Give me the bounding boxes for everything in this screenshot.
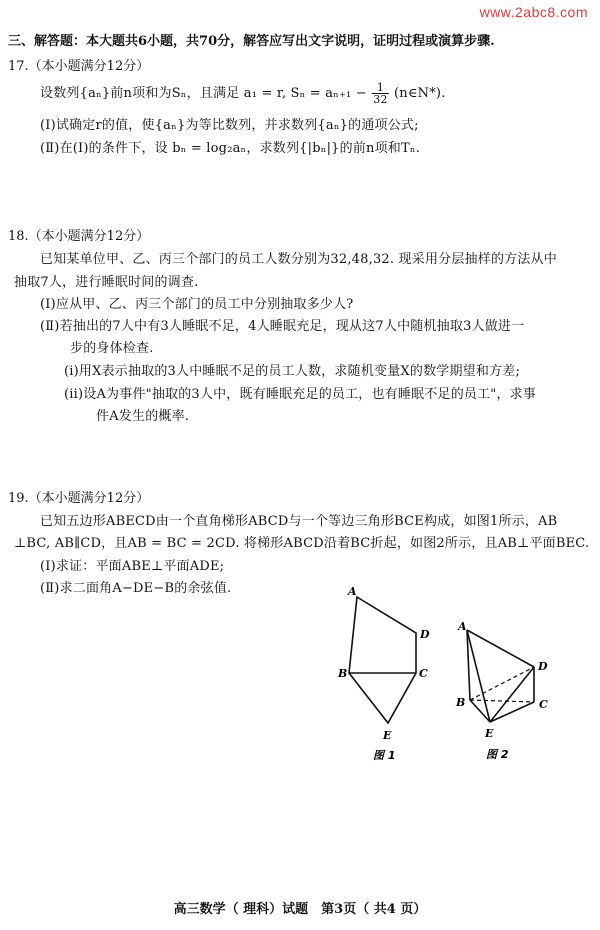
- q18-part-1: (Ⅰ)应从甲、乙、丙三个部门的员工中分别抽取多少人?: [40, 297, 354, 312]
- section-title: 三、解答题：本大题共6小题，共70分，解答应写出文字说明，证明过程或演算步骤.: [8, 34, 495, 49]
- q17-fraction-num: 1: [372, 82, 388, 94]
- q19-part-1: (Ⅰ)求证：平面ABE⊥平面ADE;: [40, 559, 225, 574]
- fig1-label-a: A: [348, 585, 357, 598]
- q17-part-1: (Ⅰ)试确定r的值，使{aₙ}为等比数列，并求数列{aₙ}的通项公式;: [40, 118, 419, 133]
- q19-part-2: (Ⅱ)求二面角A−DE−B的余弦值.: [40, 581, 232, 596]
- q19-line-2: ⊥BC, AB∥CD，且AB = BC = 2CD. 将梯形ABCD沿着BC折起，如图2所示，且AB⊥平面BEC.: [14, 536, 590, 551]
- fig1-pentagon: [349, 597, 416, 723]
- figure-2: [452, 612, 562, 764]
- fig1-label-d: D: [420, 628, 430, 641]
- fig2-label-d: D: [538, 660, 548, 673]
- q19-header: 19.（本小题满分12分）: [8, 491, 150, 506]
- q18-line-2: 抽取7人，进行睡眠时间的调查.: [14, 275, 199, 290]
- q17-header: 17.（本小题满分12分）: [8, 59, 150, 74]
- fig2-label-e: E: [485, 727, 494, 740]
- fig1-label-c: C: [419, 667, 428, 680]
- q18-line-1: 已知某单位甲、乙、丙三个部门的员工人数分别为32,48,32. 现采用分层抽样的方法从中: [40, 252, 557, 267]
- q18-sub-ii: (ii)设A为事件"抽取的3人中，既有睡眠充足的员工，也有睡眠不足的员工"，求事: [64, 387, 537, 402]
- fig2-label-a: A: [458, 620, 467, 633]
- fig2-ec: [490, 702, 534, 722]
- fig2-label-c: C: [539, 698, 548, 711]
- fig2-ed: [490, 667, 534, 722]
- q17-fraction-den: 32: [373, 93, 388, 106]
- page-footer: 高三数学（ 理科）试题 第3页（ 共4 页）: [173, 902, 427, 917]
- fig2-bc-dashed: [470, 700, 534, 702]
- q18-part-2-cont: 步的身体检查.: [70, 341, 154, 356]
- watermark-url: www.2abc8.com: [479, 4, 588, 20]
- fig1-label-b: B: [338, 667, 348, 680]
- fig2-caption: 图 2: [486, 748, 509, 761]
- q17-line-1-a: 设数列{aₙ}前n项和为Sₙ，且满足 a₁ = r, Sₙ = aₙ₊₁ −: [40, 86, 367, 101]
- q17-line-1: [40, 82, 446, 105]
- q18-sub-i: (i)用X表示抽取的3人中睡眠不足的员工人数，求随机变量X的数学期望和方差;: [64, 364, 521, 379]
- q17-fraction: [372, 82, 388, 105]
- q19-line-1: 已知五边形ABECD由一个直角梯形ABCD与一个等边三角形BCE构成，如图1所示，AB: [40, 514, 558, 529]
- fig1-label-e: E: [383, 729, 392, 742]
- fig1-caption: 图 1: [373, 749, 396, 762]
- q18-header: 18.（本小题满分12分）: [8, 229, 150, 244]
- fig2-label-b: B: [456, 696, 466, 709]
- q17-part-2: (Ⅱ)在(Ⅰ)的条件下，设 bₙ = log₂aₙ，求数列{|bₙ|}的前n项和Tₙ.: [40, 141, 421, 156]
- figure-1: [330, 585, 440, 765]
- q17-line-1-b: (n∈N*).: [393, 86, 446, 101]
- q18-sub-ii-cont: 件A发生的概率.: [96, 409, 190, 424]
- q18-part-2: (Ⅱ)若抽出的7人中有3人睡眠不足，4人睡眠充足，现从这7人中随机抽取3人做进一: [40, 319, 525, 334]
- fig2-ad: [467, 630, 534, 667]
